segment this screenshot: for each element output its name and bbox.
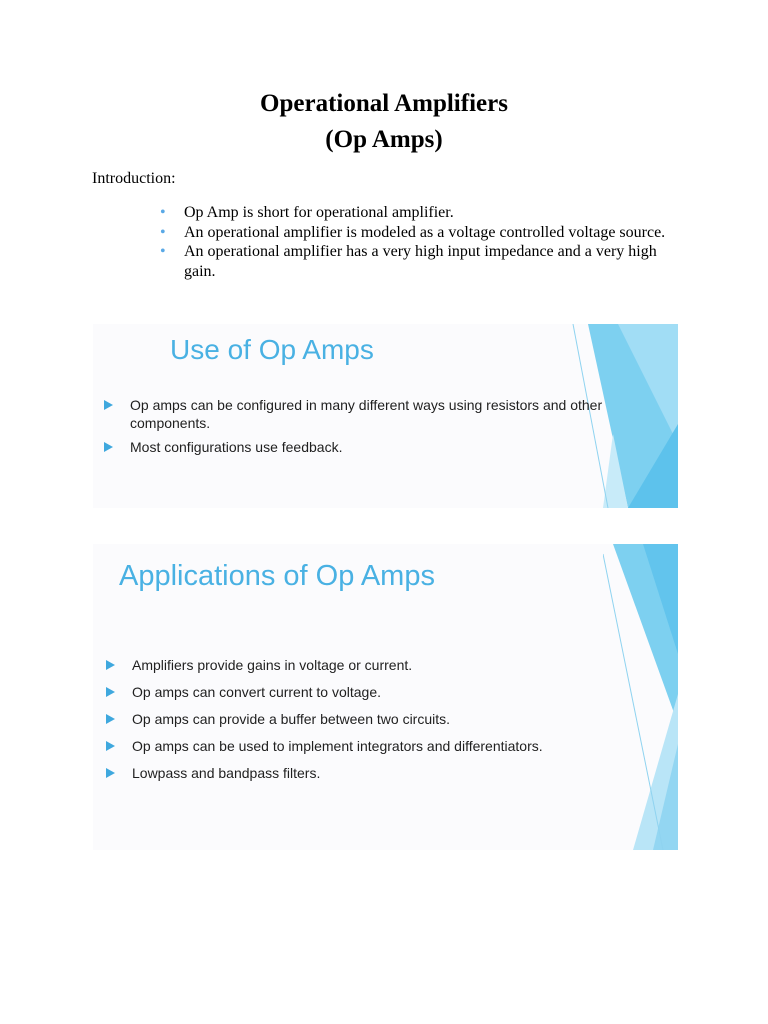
list-item (106, 683, 626, 701)
bullet-dot-icon: • (160, 204, 166, 221)
list-item-text: Op Amp is short for operational amplifier. (184, 204, 454, 221)
arrow-bullet-icon (106, 741, 115, 751)
title-line-2: (Op Amps) (325, 126, 443, 153)
slide-bullet-list (106, 656, 626, 791)
list-item-text: Most configurations use feedback. (130, 439, 343, 455)
arrow-bullet-icon (106, 687, 115, 697)
arrow-bullet-icon (106, 714, 115, 724)
slide-bullet-list (104, 396, 624, 462)
title-line-1: Operational Amplifiers (260, 90, 508, 117)
bullet-dot-icon: • (160, 223, 166, 241)
slide-title: Use of Op Amps (170, 334, 374, 365)
page-title (0, 86, 768, 158)
bullet-dot-icon: • (160, 243, 166, 260)
list-item-text: Op amps can provide a buffer between two circuits. (132, 711, 451, 727)
list-item-text: Op amps can be configured in many different ways using resistors and other components. (130, 397, 603, 431)
list-item (106, 764, 626, 782)
list-item (158, 203, 688, 223)
list-item-text: An operational amplifier has a very high input impedance and a very high gain. (184, 243, 657, 280)
list-item (158, 242, 688, 281)
slide-applications-of-op-amps (93, 544, 678, 850)
list-item (106, 737, 626, 755)
list-item-text: An operational amplifier is modeled as a voltage controlled voltage source. (184, 223, 666, 241)
list-item (104, 438, 624, 456)
slide-title: Applications of Op Amps (119, 560, 435, 592)
list-item-text: Op amps can convert current to voltage. (132, 684, 382, 700)
list-item-text: Lowpass and bandpass filters. (132, 765, 321, 781)
list-item-text: Op amps can be used to implement integrators and differentiators. (132, 738, 543, 754)
intro-label: Introduction: (92, 170, 176, 187)
list-item (158, 223, 688, 243)
list-item (104, 396, 624, 432)
arrow-bullet-icon (106, 768, 115, 778)
slide-use-of-op-amps (93, 324, 678, 508)
list-item-text: Amplifiers provide gains in voltage or current. (132, 657, 413, 673)
arrow-bullet-icon (104, 400, 113, 410)
arrow-bullet-icon (106, 660, 115, 670)
intro-bullet-list (158, 203, 688, 281)
list-item (106, 710, 626, 728)
arrow-bullet-icon (104, 442, 113, 452)
list-item (106, 656, 626, 674)
